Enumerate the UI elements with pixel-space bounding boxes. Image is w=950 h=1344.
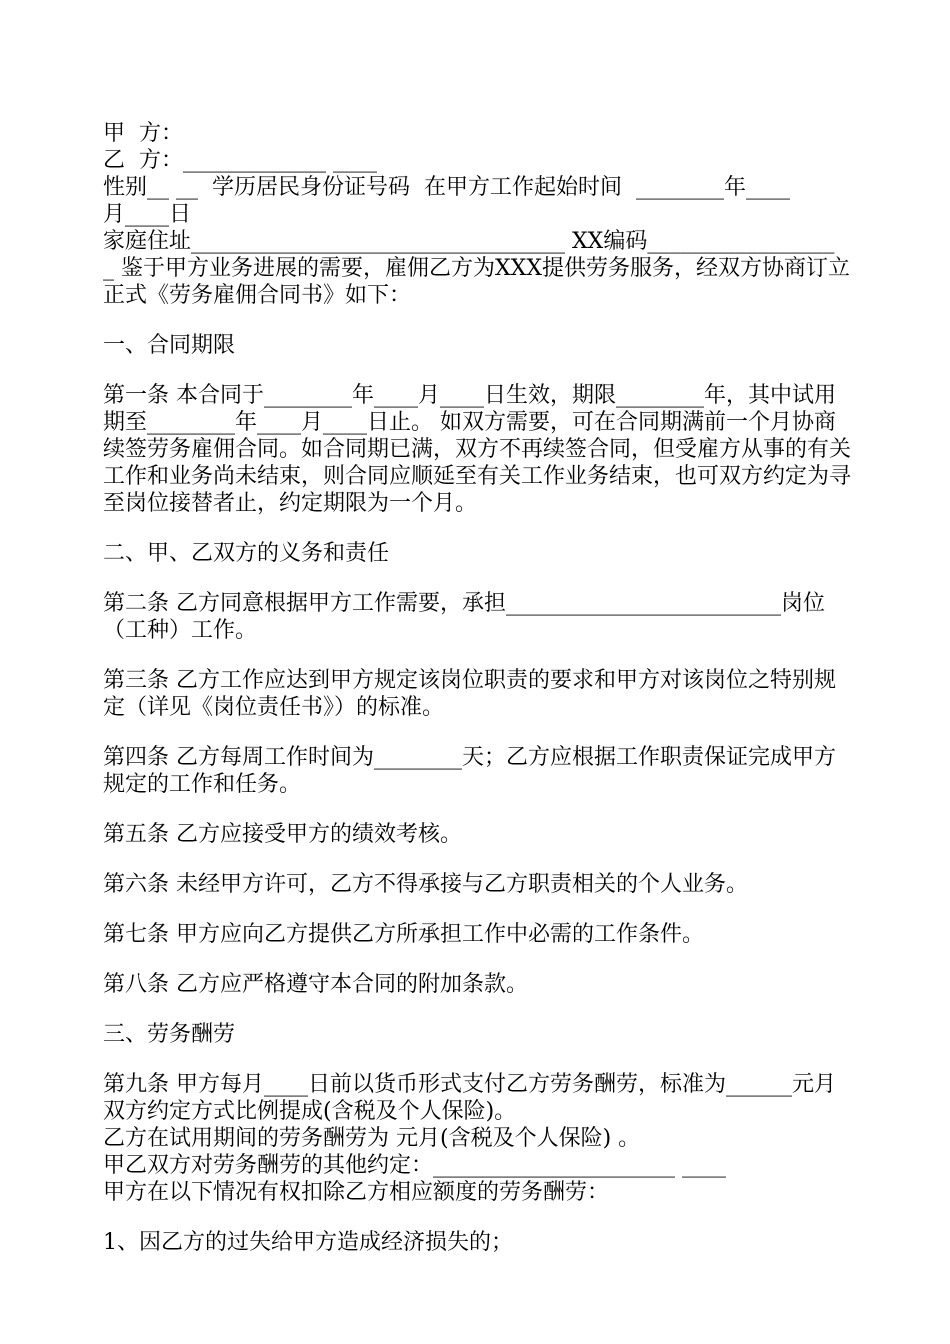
start-date-line: 月____日	[103, 202, 192, 227]
article-1: 第一条 本合同于________年____月____日生效，期限________年，其中试用期至________年____月____日止。 如双方需要，可在合同期满前一个月协商续签劳务雇佣合同。如合同期已满，双方不再续签合同，但受雇方从事的有关工作和业务尚未结束，则合同应顺延至有关工作业务结束，也可双方约定为寻至岗位接替者止，约定期限为一个月。	[103, 383, 852, 516]
article-4: 第四条 乙方每周工作时间为________天；乙方应根据工作职责保证完成甲方规定的工作和任务。	[103, 745, 836, 797]
section-title-term: 一、合同期限	[103, 333, 236, 358]
other-terms-line: 甲乙双方对劳务酬劳的其他约定：______________________ ____	[103, 1153, 726, 1178]
article-6: 第六条 未经甲方许可，乙方不得承接与乙方职责相关的个人业务。	[103, 872, 748, 897]
deduction-intro: 甲方在以下情况有权扣除乙方相应额度的劳务酬劳：	[103, 1180, 610, 1205]
article-9: 第九条 甲方每月____日前以货币形式支付乙方劳务酬劳，标准为______元月双方约定方式比例提成(含税及个人保险)。	[103, 1072, 836, 1124]
article-8: 第八条 乙方应严格遵守本合同的附加条款。	[103, 972, 528, 997]
article-5: 第五条 乙方应接受甲方的绩效考核。	[103, 822, 462, 847]
personal-info-line: 性别__ __ 学历居民身份证号码 在甲方工作起始时间 ________年____	[103, 175, 790, 200]
article-3: 第三条 乙方工作应达到甲方规定该岗位职责的要求和甲方对该岗位之特别规定（详见《岗位责任书》）的标准。	[103, 668, 836, 720]
trial-pay-line: 乙方在试用期间的劳务酬劳为 元月(含税及个人保险) 。	[103, 1126, 641, 1151]
section-title-duties: 二、甲、乙双方的义务和责任	[103, 541, 390, 566]
contract-body	[103, 120, 853, 1256]
intro-paragraph: _ 鉴于甲方业务进展的需要，雇佣乙方为XXX提供劳务服务，经双方协商订立正式《劳务雇佣合同书》如下：	[103, 256, 850, 308]
article-7: 第七条 甲方应向乙方提供乙方所承担工作中必需的工作条件。	[103, 922, 704, 947]
section-title-pay: 三、劳务酬劳	[103, 1022, 236, 1047]
party-b-line: 乙 方：_____________ ____	[103, 148, 377, 173]
address-line: 家庭住址__________________________________ XX编码_________________	[103, 229, 835, 254]
article-2: 第二条 乙方同意根据甲方工作需要，承担_________________________岗位（工种）工作。	[103, 591, 825, 643]
party-a-line: 甲 方：	[103, 121, 183, 146]
deduction-item-1: 1、因乙方的过失给甲方造成经济损失的；	[103, 1230, 513, 1255]
